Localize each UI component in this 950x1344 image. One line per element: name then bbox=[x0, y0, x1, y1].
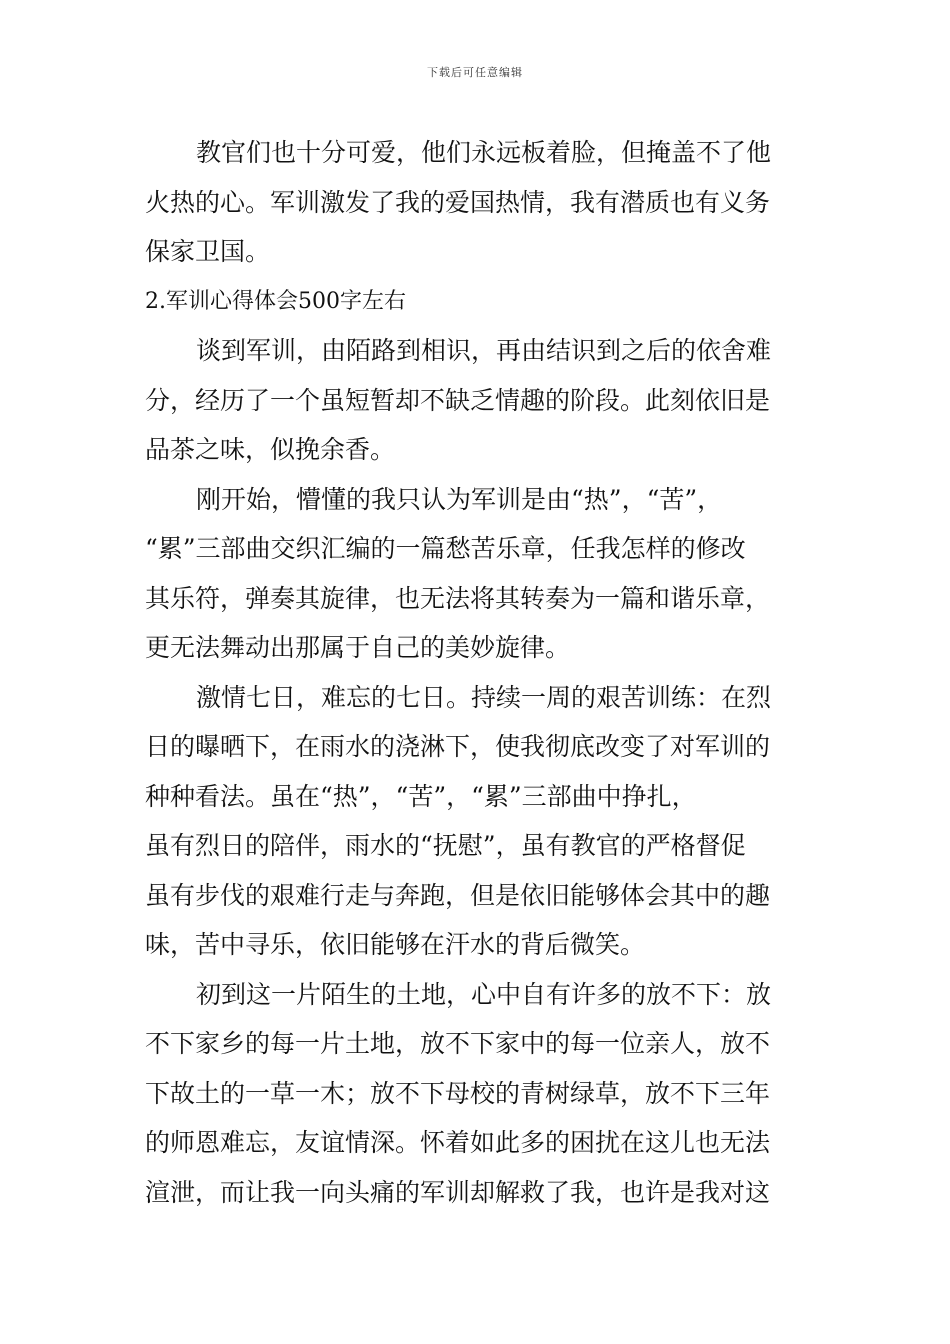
text-line: 味，苦中寻乐，依旧能够在汗水的背后微笑。 bbox=[145, 930, 646, 959]
text-line: 分，经历了一个虽短暂却不缺乏情趣的阶段。此刻依旧是 bbox=[145, 385, 771, 415]
text-line: 火热的心。军训激发了我的爱国热情，我有潜质也有义务 bbox=[145, 187, 771, 217]
document-body bbox=[145, 128, 807, 1217]
paragraph bbox=[145, 326, 807, 475]
text-line: 品茶之味，似挽余香。 bbox=[145, 435, 396, 464]
text-line: 虽有烈日的陪伴，雨水的“抚慰”，虽有教官的严格督促 bbox=[145, 831, 746, 860]
text-line: 的师恩难忘，友谊情深。怀着如此多的困扰在这儿也无法 bbox=[145, 1128, 771, 1157]
text-line: 教官们也十分可爱，他们永远板着脸，但掩盖不了他 bbox=[196, 138, 772, 167]
section-heading bbox=[145, 277, 807, 327]
text-line: 日的曝晒下，在雨水的浇淋下，使我彻底改变了对军训的 bbox=[145, 732, 771, 761]
text-line: 种种看法。虽在“热”，“苦”，“累”三部曲中挣扎， bbox=[145, 781, 697, 811]
text-line: 更无法舞动出那属于自己的美妙旋律。 bbox=[145, 633, 571, 662]
paragraph bbox=[145, 970, 807, 1218]
paragraph bbox=[145, 475, 807, 673]
text-line: 其乐符，弹奏其旋律，也无法将其转奏为一篇和谐乐章， bbox=[145, 583, 771, 613]
page-header: 下载后可任意编辑 bbox=[427, 66, 523, 79]
paragraph bbox=[145, 673, 807, 970]
text-line: 保家卫国。 bbox=[145, 237, 271, 266]
text-line: 初到这一片陌生的土地，心中自有许多的放不下：放 bbox=[196, 979, 772, 1009]
paragraph bbox=[145, 128, 807, 277]
heading-text: 2.军训心得体会500字左右 bbox=[145, 288, 406, 314]
text-line: 刚开始，懵懂的我只认为军训是由“热”，“苦”， bbox=[196, 484, 723, 514]
text-line: 激情七日，难忘的七日。持续一周的艰苦训练：在烈 bbox=[196, 682, 772, 712]
text-line: 不下家乡的每一片土地，放不下家中的每一位亲人，放不 bbox=[145, 1029, 771, 1058]
text-line: 渲泄，而让我一向头痛的军训却解救了我，也许是我对这 bbox=[145, 1177, 771, 1207]
text-line: 下故土的一草一木；放不下母校的青树绿草，放不下三年 bbox=[145, 1078, 771, 1108]
text-line: 谈到军训，由陌路到相识，再由结识到之后的依舍难 bbox=[196, 336, 772, 365]
text-line: “累”三部曲交织汇编的一篇愁苦乐章，任我怎样的修改 bbox=[145, 534, 746, 563]
text-line: 虽有步伐的艰难行走与奔跑，但是依旧能够体会其中的趣 bbox=[145, 880, 771, 910]
